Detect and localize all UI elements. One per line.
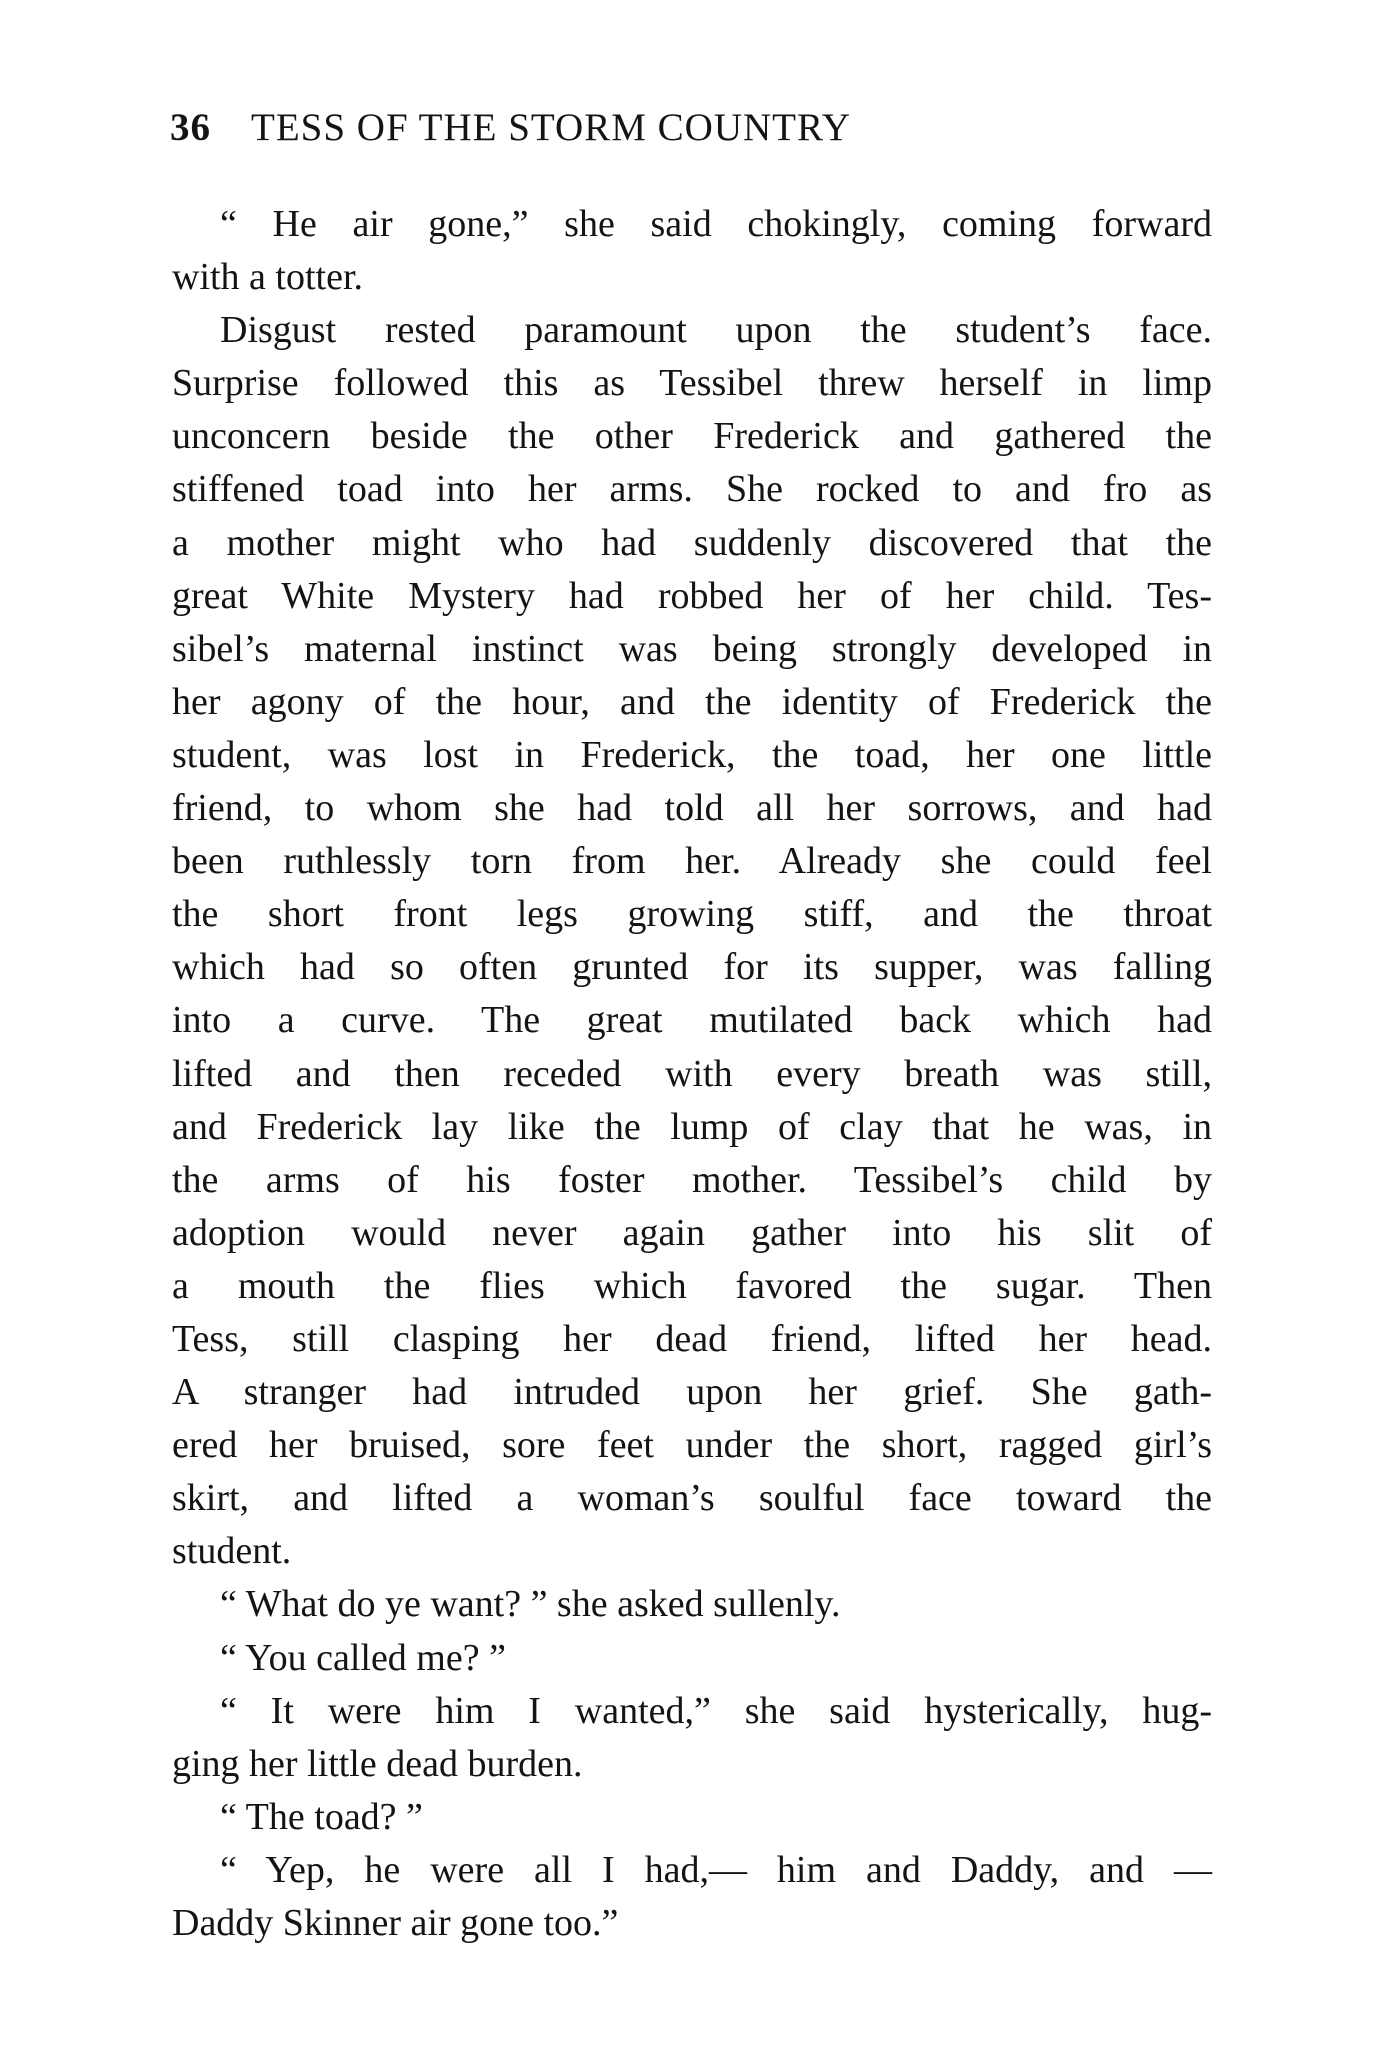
- text-line: sibel’s maternal instinct was being strongly developed in: [172, 627, 1212, 670]
- text-line: ered her bruised, sore feet under the short, ragged girl’s: [172, 1424, 1212, 1467]
- text-line: adoption would never again gather into his slit of: [172, 1211, 1212, 1254]
- text-line: and Frederick lay like the lump of clay that he was, in: [172, 1105, 1212, 1148]
- page-number: 36: [170, 106, 211, 149]
- running-head: [170, 98, 1220, 158]
- text-line: the short front legs growing stiff, and the throat: [172, 893, 1212, 936]
- text-line: the arms of his foster mother. Tessibel’s child by: [172, 1158, 1212, 1201]
- text-line: unconcern beside the other Frederick and gathered the: [172, 415, 1212, 458]
- text-line: been ruthlessly torn from her. Already she could feel: [172, 840, 1212, 883]
- text-line: with a totter.: [172, 256, 364, 299]
- text-line: student, was lost in Frederick, the toad, her one little: [172, 733, 1212, 776]
- text-line: “ It were him I wanted,” she said hysterically, hug-: [220, 1689, 1212, 1732]
- running-title: TESS OF THE STORM COUNTRY: [251, 106, 852, 149]
- text-line: into a curve. The great mutilated back which had: [172, 999, 1212, 1042]
- text-line: “ Yep, he were all I had,— him and Daddy, and —: [220, 1848, 1212, 1891]
- text-line: “ You called me? ”: [220, 1636, 506, 1679]
- text-line: Surprise followed this as Tessibel threw herself in limp: [172, 362, 1212, 405]
- text-line: Tess, still clasping her dead friend, lifted her head.: [172, 1317, 1212, 1360]
- text-line: lifted and then receded with every breath was still,: [172, 1052, 1212, 1095]
- text-line: “ The toad? ”: [220, 1795, 423, 1838]
- text-line: ging her little dead burden.: [172, 1742, 583, 1785]
- text-line: Daddy Skinner air gone too.”: [172, 1902, 619, 1944]
- text-line: stiffened toad into her arms. She rocked to and fro as: [172, 468, 1212, 511]
- text-line: her agony of the hour, and the identity of Frederick the: [172, 680, 1212, 723]
- text-line: A stranger had intruded upon her grief. She gath-: [172, 1371, 1212, 1414]
- text-line: friend, to whom she had told all her sorrows, and had: [172, 787, 1212, 830]
- text-line: student.: [172, 1530, 292, 1573]
- text-line: a mouth the flies which favored the sugar. Then: [172, 1264, 1212, 1307]
- text-line: “ He air gone,” she said chokingly, coming forward: [220, 203, 1212, 245]
- text-line: which had so often grunted for its supper, was falling: [172, 946, 1212, 989]
- text-line: “ What do ye want? ” she asked sullenly.: [220, 1583, 841, 1626]
- text-line: Disgust rested paramount upon the student’s face.: [220, 309, 1212, 352]
- text-line: skirt, and lifted a woman’s soulful face toward the: [172, 1477, 1212, 1520]
- body-text: [172, 198, 1212, 1950]
- text-line: great White Mystery had robbed her of her child. Tes-: [172, 574, 1212, 617]
- text-line: a mother might who had suddenly discovered that the: [172, 521, 1212, 564]
